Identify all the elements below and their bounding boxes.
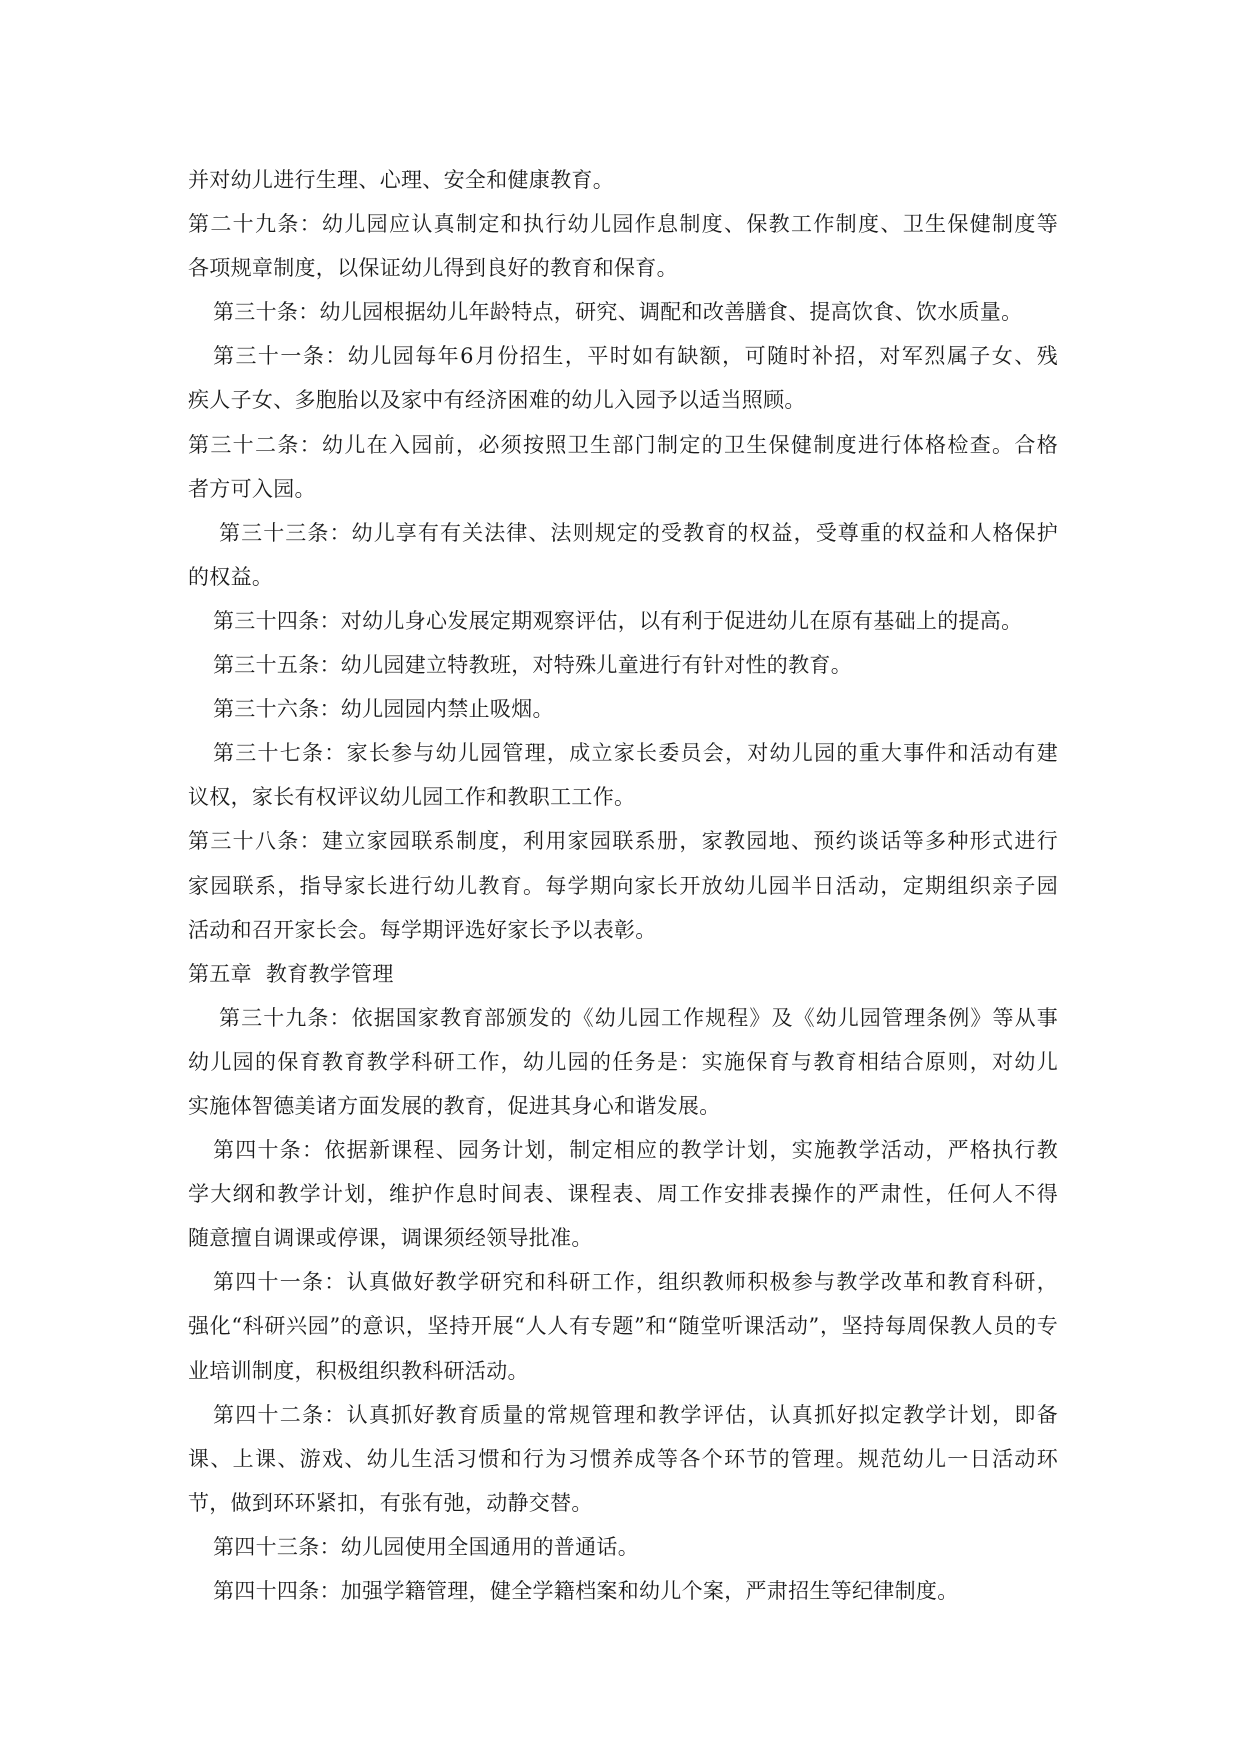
text-line: 各项规章制度，以保证幼儿得到良好的教育和保育。 xyxy=(188,256,678,281)
text-line: 议权，家长有权评议幼儿园工作和教职工工作。 xyxy=(188,785,636,810)
text-line: 第三十七条：家长参与幼儿园管理，成立家长委员会，对幼儿园的重大事件和活动有建 xyxy=(213,741,1058,766)
text-line: 第二十九条：幼儿园应认真制定和执行幼儿园作息制度、保教工作制度、卫生保健制度等 xyxy=(188,212,1058,237)
text-line: 活动和召开家长会。每学期评选好家长予以表彰。 xyxy=(188,917,657,942)
text-line: 幼儿园的保育教育教学科研工作，幼儿园的任务是：实施保育与教育相结合原则，对幼儿 xyxy=(188,1049,1058,1074)
text-line: 第三十条：幼儿园根据幼儿年龄特点，研究、调配和改善膳食、提高饮食、饮水质量。 xyxy=(213,300,1023,325)
text-line: 第三十五条：幼儿园建立特教班，对特殊儿童进行有针对性的教育。 xyxy=(213,653,852,678)
text-line: 强化“科研兴园”的意识，坚持开展“人人有专题”和“随堂听课活动”，坚持每周保教人员的专 xyxy=(188,1314,1058,1339)
text-line: 第四十四条：加强学籍管理，健全学籍档案和幼儿个案，严肃招生等纪律制度。 xyxy=(213,1579,959,1603)
text-line: 第三十九条：依据国家教育部颁发的《幼儿园工作规程》及《幼儿园管理条例》等从事 xyxy=(219,1005,1058,1030)
text-line: 课、上课、游戏、幼儿生活习惯和行为习惯养成等各个环节的管理。规范幼儿一日活动环 xyxy=(188,1446,1058,1471)
text-line: 第三十二条：幼儿在入园前，必须按照卫生部门制定的卫生保健制度进行体格检查。合格 xyxy=(188,432,1058,457)
text-line: 者方可入园。 xyxy=(188,476,316,501)
text-line: 疾人子女、多胞胎以及家中有经济困难的幼儿入园予以适当照顾。 xyxy=(188,388,806,413)
text-line: 第三十六条：幼儿园园内禁止吸烟。 xyxy=(213,697,554,722)
text-line: 第四十三条：幼儿园使用全国通用的普通话。 xyxy=(213,1534,639,1559)
text-line: 实施体智德美诸方面发展的教育，促进其身心和谐发展。 xyxy=(188,1093,721,1118)
text-line: 第三十八条：建立家园联系制度，利用家园联系册，家教园地、预约谈话等多种形式进行 xyxy=(188,829,1058,854)
text-line: 随意擅自调课或停课，调课须经领导批准。 xyxy=(188,1226,593,1251)
text-line: 并对幼儿进行生理、心理、安全和健康教育。 xyxy=(188,168,614,192)
text-line: 家园联系，指导家长进行幼儿教育。每学期向家长开放幼儿园半日活动，定期组织亲子园 xyxy=(188,873,1058,898)
text-line: 第三十四条：对幼儿身心发展定期观察评估，以有利于促进幼儿在原有基础上的提高。 xyxy=(213,608,1023,633)
text-line: 第四十二条：认真抓好教育质量的常规管理和教学评估，认真抓好拟定教学计划，即备 xyxy=(213,1402,1058,1427)
document-page xyxy=(188,158,1058,1613)
text-line: 学大纲和教学计划，维护作息时间表、课程表、周工作安排表操作的严肃性，任何人不得 xyxy=(188,1182,1058,1207)
text-line: 第四十条：依据新课程、园务计划，制定相应的教学计划，实施教学活动，严格执行教 xyxy=(213,1138,1058,1163)
text-line: 第三十三条：幼儿享有有关法律、法则规定的受教育的权益，受尊重的权益和人格保护 xyxy=(219,520,1058,545)
text-line: 业培训制度，积极组织教科研活动。 xyxy=(188,1358,529,1383)
text-line: 节，做到环环紧扣，有张有弛，动静交替。 xyxy=(188,1490,593,1515)
text-line: 第三十一条：幼儿园每年6月份招生，平时如有缺额，可随时补招，对军烈属子女、残 xyxy=(213,344,1058,369)
text-line: 第四十一条：认真做好教学研究和科研工作，组织教师积极参与教学改革和教育科研， xyxy=(213,1270,1058,1295)
chapter-heading: 第五章 教育教学管理 xyxy=(188,961,394,986)
text-line: 的权益。 xyxy=(188,564,274,589)
